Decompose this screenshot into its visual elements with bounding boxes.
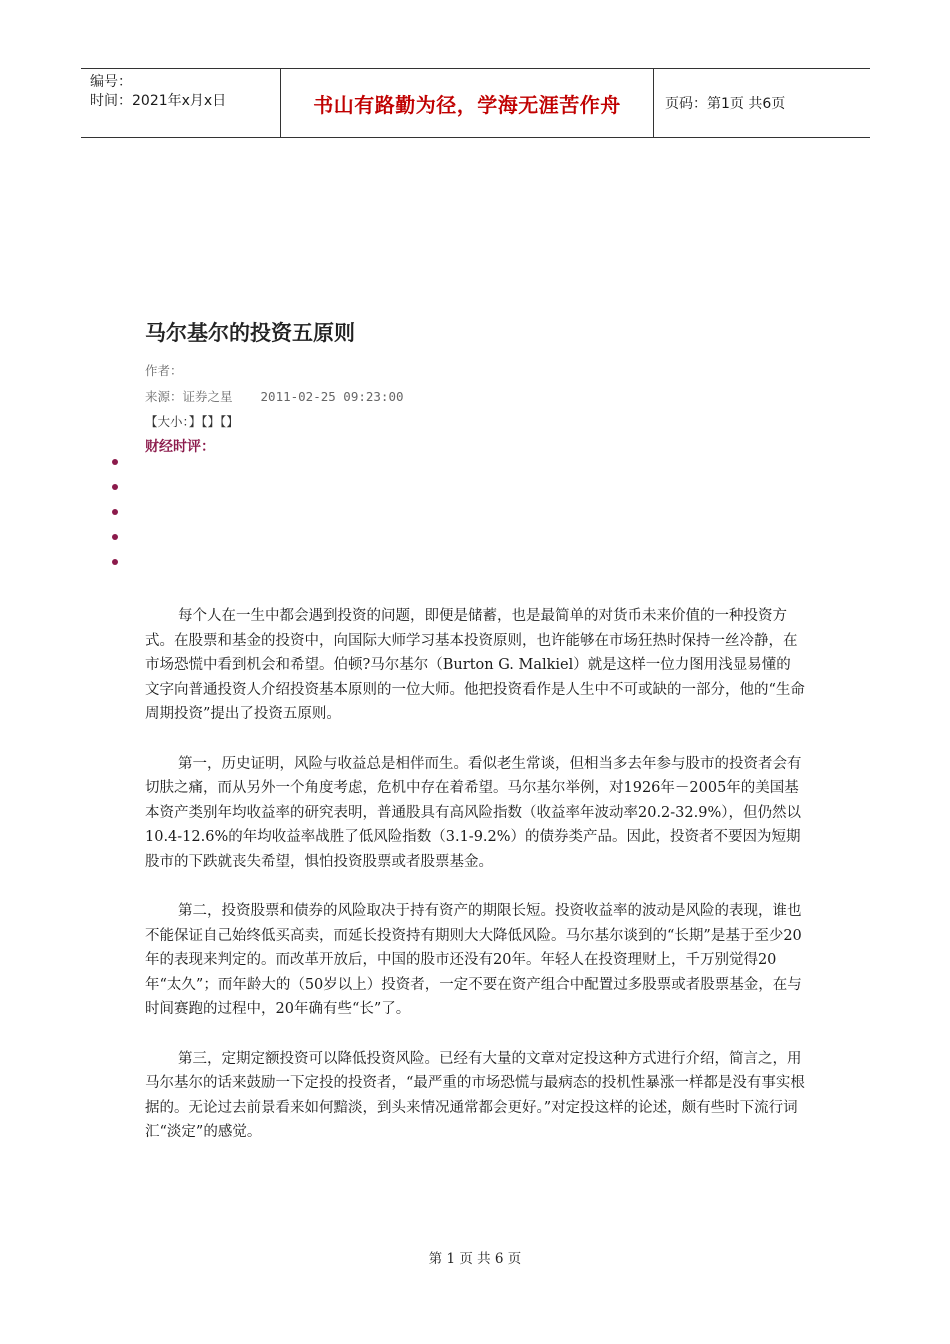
article-paragraph: 第一，历史证明，风险与收益总是相伴而生。看似老生常谈，但相当多去年参与股市的投资者会有切肤之痛，而从另外一个角度考虑，危机中存在着希望。马尔基尔举例，对1926年－2005年的美国基本资产类别年均收益率的研究表明，普通股具有高风险指数（收益率年波动率20.2-32.9%），但仍然以10.4-12.6%的年均收益率战胜了低风险指数（3.1-9.2%）的债券类产品。因此，投资者不要因为短期股市的下跌就丧失希望，惧怕投资股票或者股票基金。 <box>145 755 802 870</box>
page-footer: 第 1 页 共 6 页 <box>428 1251 522 1267</box>
document-number: 编号： <box>90 74 132 90</box>
font-size-controls[interactable]: 【大小：】【】【】 <box>145 414 239 429</box>
article-body <box>145 604 805 1170</box>
header-motto-cell <box>281 69 654 137</box>
article-datetime: 2011-02-25 09:23:00 <box>260 389 404 404</box>
header-motto: 书山有路勤为径，学海无涯苦作舟 <box>313 92 621 117</box>
header-info-cell <box>81 69 281 137</box>
article-paragraph: 每个人在一生中都会遇到投资的问题，即便是储蓄，也是最简单的对货币未来价值的一种投资方式。在股票和基金的投资中，向国际大师学习基本投资原则，也许能够在市场狂热时保持一丝冷静，在市场恐慌中看到机会和希望。伯顿?马尔基尔（Burton G. Malkiel）就是这样一位力图用浅显易懂的文字向普通投资人介绍投资基本原则的一位大师。他把投资看作是人生中不可或缺的一部分，他的“生命周期投资”提出了投资五原则。 <box>145 608 805 722</box>
bullet-item <box>112 484 118 490</box>
header-page-cell <box>654 69 870 137</box>
bullet-item <box>112 534 118 540</box>
bullet-item <box>112 559 118 565</box>
document-time: 时间：2021年x月x日 <box>90 93 227 109</box>
article-source-line <box>145 387 404 405</box>
article-paragraph: 第三，定期定额投资可以降低投资风险。已经有大量的文章对定投这种方式进行介绍，简言之，用马尔基尔的话来鼓励一下定投的投资者，“最严重的市场恐慌与最病态的投机性暴涨一样都是没有事实根据的。无论过去前景看来如何黯淡，到头来情况通常都会更好。”对定投这样的论述，颇有些时下流行词汇“淡定”的感觉。 <box>145 1050 805 1140</box>
article-paragraph: 第二，投资股票和债券的风险取决于持有资产的期限长短。投资收益率的波动是风险的表现，谁也不能保证自己始终低买高卖，而延长投资持有期则大大降低风险。马尔基尔谈到的“长期”是基于至少20年的表现来判定的。而改革开放后，中国的股市还没有20年。年轻人在投资理财上，千万别觉得20年“太久”；而年龄大的（50岁以上）投资者，一定不要在资产组合中配置过多股票或者股票基金，在与时间赛跑的过程中，20年确有些“长”了。 <box>145 903 802 1017</box>
header-page-number: 页码：第1页 共6页 <box>665 96 786 112</box>
article-source: 来源：证券之星 <box>145 389 233 404</box>
bullet-item <box>112 509 118 515</box>
article-title: 马尔基尔的投资五原则 <box>145 320 355 345</box>
comment-label: 财经时评： <box>145 439 215 455</box>
bullet-list <box>112 459 118 584</box>
bullet-item <box>112 459 118 465</box>
article-author: 作者： <box>145 363 183 378</box>
page-header <box>81 68 870 138</box>
